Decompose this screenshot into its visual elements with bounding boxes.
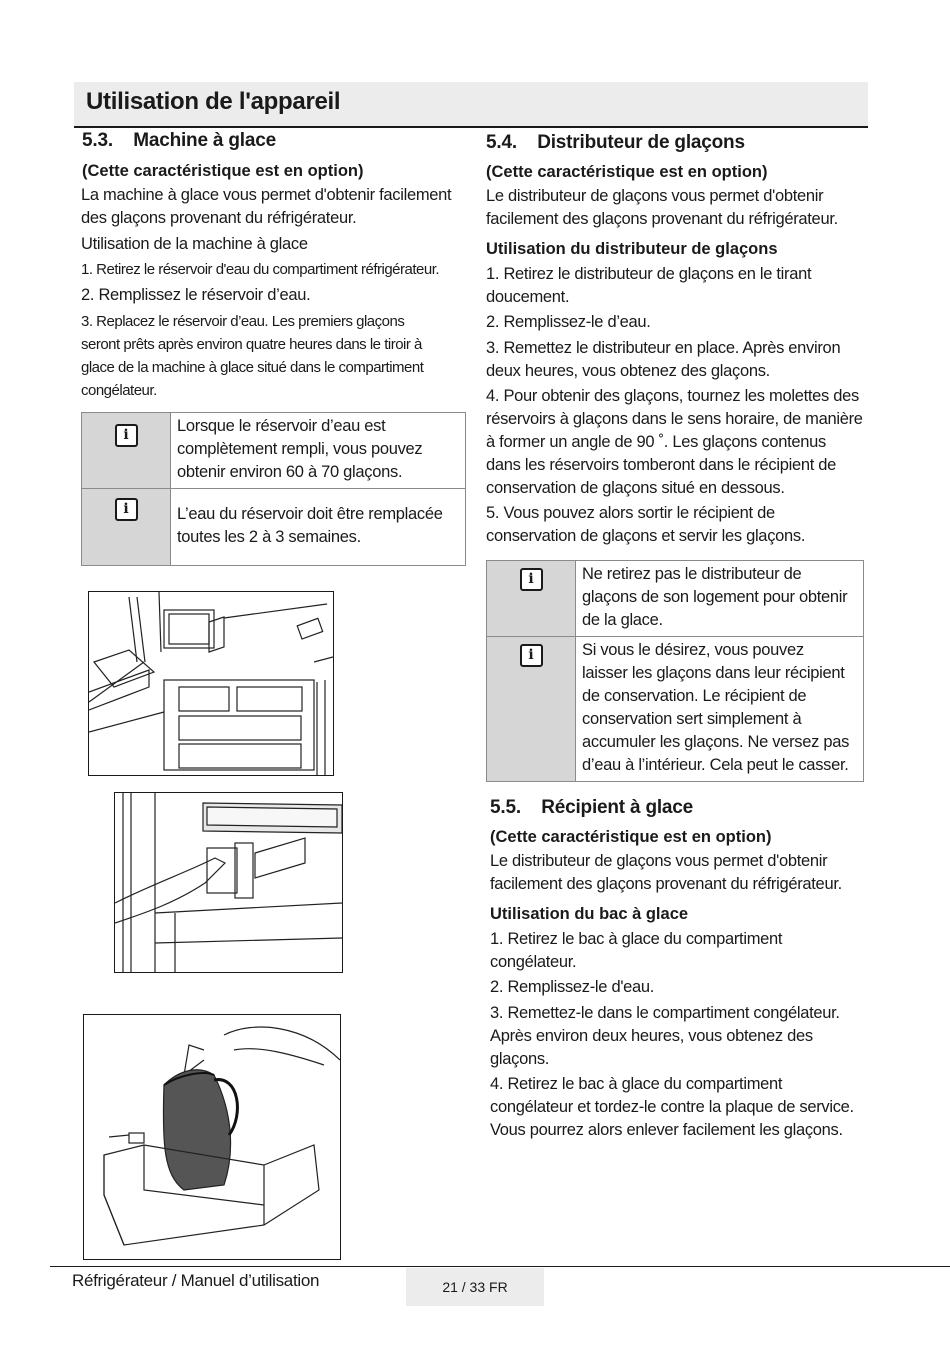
info-icon: i <box>115 424 138 447</box>
text-line: conservation de glaçons et servir les glaçons. <box>486 527 806 545</box>
text-line: accumuler les glaçons. Ne versez pas <box>582 733 850 751</box>
text-line: glaçons. <box>490 1050 550 1068</box>
note-text <box>576 561 864 637</box>
text-line: La machine à glace vous permet d'obtenir facilement <box>81 186 452 204</box>
pitcher-pouring-illustration <box>84 1015 340 1259</box>
text-line: à former un angle de 90 ˚. Les glaçons contenus <box>486 433 826 451</box>
notes-table-5-4 <box>486 560 864 782</box>
note-row <box>82 489 466 566</box>
text-line: Le distributeur de glaçons vous permet d'obtenir <box>486 187 824 205</box>
text-line: Le distributeur de glaçons vous permet d'obtenir <box>490 852 828 870</box>
text-line: seront prêts après environ quatre heures dans le tiroir à <box>81 336 422 353</box>
fridge-interior-illustration <box>89 592 333 775</box>
text-line: 1. Retirez le distributeur de glaçons en le tirant <box>486 265 812 283</box>
step1-5-5 <box>490 928 782 974</box>
text-line: glaçons de son logement pour obtenir <box>582 588 848 606</box>
text-line: 3. Remettez-le dans le compartiment congélateur. <box>490 1004 840 1022</box>
info-icon: i <box>520 568 543 591</box>
step4-5-5 <box>490 1073 854 1142</box>
option-note-5-3: (Cette caractéristique est en option) <box>82 162 364 180</box>
text-line: 4. Pour obtenir des glaçons, tournez les molettes des <box>486 387 859 405</box>
figure-fill-reservoir <box>114 792 343 973</box>
step2-5-5: 2. Remplissez-le d'eau. <box>490 978 655 996</box>
option-note-5-4: (Cette caractéristique est en option) <box>486 163 768 181</box>
note-text <box>171 489 466 566</box>
info-icon: i <box>115 498 138 521</box>
text-line: L’eau du réservoir doit être remplacée <box>177 505 443 523</box>
usage-5-3: Utilisation de la machine à glace <box>81 235 308 253</box>
text-line: conservation sert simplement à <box>582 710 802 728</box>
usage-5-4: Utilisation du distributeur de glaçons <box>486 240 778 258</box>
intro-5-3 <box>81 184 451 230</box>
text-line: facilement des glaçons provenant du réfrigérateur. <box>486 210 838 228</box>
step1-5-4 <box>486 263 811 309</box>
note-icon-cell <box>487 637 576 782</box>
hand-filling-illustration <box>115 793 342 972</box>
note-icon-cell <box>487 561 576 637</box>
text-line: Si vous le désirez, vous pouvez <box>582 641 804 659</box>
text-line: deux heures, vous obtenez des glaçons. <box>486 362 770 380</box>
intro-5-5 <box>490 850 842 896</box>
usage-5-5: Utilisation du bac à glace <box>490 905 689 923</box>
option-note-5-5: (Cette caractéristique est en option) <box>490 828 772 846</box>
text-line: obtenir environ 60 à 70 glaçons. <box>177 463 403 481</box>
heading-5-4: 5.4. Distributeur de glaçons <box>486 132 745 153</box>
figure-remove-reservoir <box>88 591 334 776</box>
notes-table-5-3 <box>81 412 466 566</box>
note-text <box>576 637 864 782</box>
step1-5-3: 1. Retirez le réservoir d'eau du compartiment réfrigérateur. <box>81 261 440 278</box>
step3-5-5 <box>490 1002 840 1071</box>
text-line: Vous pourrez alors enlever facilement les glaçons. <box>490 1121 843 1139</box>
text-line: d’eau à l’intérieur. Cela peut le casser. <box>582 756 849 774</box>
step2-5-3: 2. Remplissez le réservoir d’eau. <box>81 286 311 304</box>
text-line: 3. Replacez le réservoir d’eau. Les premiers glaçons <box>81 313 405 330</box>
note-icon-cell <box>82 413 171 489</box>
step4-5-4 <box>486 385 863 500</box>
note-text <box>171 413 466 489</box>
text-line: complètement rempli, vous pouvez <box>177 440 423 458</box>
note-row <box>82 413 466 489</box>
text-line: facilement des glaçons provenant du réfrigérateur. <box>490 875 842 893</box>
text-line: congélateur. <box>490 953 577 971</box>
text-line: congélateur. <box>81 382 157 399</box>
intro-5-4 <box>486 185 838 231</box>
text-line: 4. Retirez le bac à glace du compartiment <box>490 1075 783 1093</box>
figure-ice-tray <box>83 1014 341 1260</box>
footer-title: Réfrigérateur / Manuel d’utilisation <box>72 1271 320 1290</box>
step3-5-4 <box>486 337 840 383</box>
step3-5-3 <box>81 310 423 402</box>
note-row <box>487 561 864 637</box>
footer-divider <box>50 1266 950 1267</box>
text-line: laisser les glaçons dans leur récipient <box>582 664 845 682</box>
text-line: conservation de glaçons situé en dessous. <box>486 479 785 497</box>
text-line: doucement. <box>486 288 570 306</box>
text-line: de la glace. <box>582 611 663 629</box>
step5-5-4 <box>486 502 805 548</box>
info-icon: i <box>520 644 543 667</box>
note-row <box>487 637 864 782</box>
text-line: dans les réservoirs tomberont dans le récipient de <box>486 456 837 474</box>
text-line: 3. Remettez le distributeur en place. Après environ <box>486 339 841 357</box>
text-line: 5. Vous pouvez alors sortir le récipient de <box>486 504 775 522</box>
text-line: glace de la machine à glace situé dans le compartiment <box>81 359 424 376</box>
text-line: Après environ deux heures, vous obtenez des <box>490 1027 813 1045</box>
text-line: toutes les 2 à 3 semaines. <box>177 528 361 546</box>
text-line: Ne retirez pas le distributeur de <box>582 565 802 583</box>
text-line: 1. Retirez le bac à glace du compartiment <box>490 930 783 948</box>
text-line: de conservation. Le récipient de <box>582 687 807 705</box>
step2-5-4: 2. Remplissez-le d’eau. <box>486 313 651 331</box>
text-line: réservoirs à glaçons dans le sens horaire, de manière <box>486 410 863 428</box>
heading-5-5: 5.5. Récipient à glace <box>490 797 694 818</box>
note-icon-cell <box>82 489 171 566</box>
text-line: des glaçons provenant du réfrigérateur. <box>81 209 357 227</box>
page-number: 21 / 33 FR <box>406 1268 544 1306</box>
heading-5-3: 5.3. Machine à glace <box>82 130 276 151</box>
page-title: Utilisation de l'appareil <box>86 88 341 115</box>
text-line: Lorsque le réservoir d’eau est <box>177 417 386 435</box>
text-line: congélateur et tordez-le contre la plaque de service. <box>490 1098 854 1116</box>
